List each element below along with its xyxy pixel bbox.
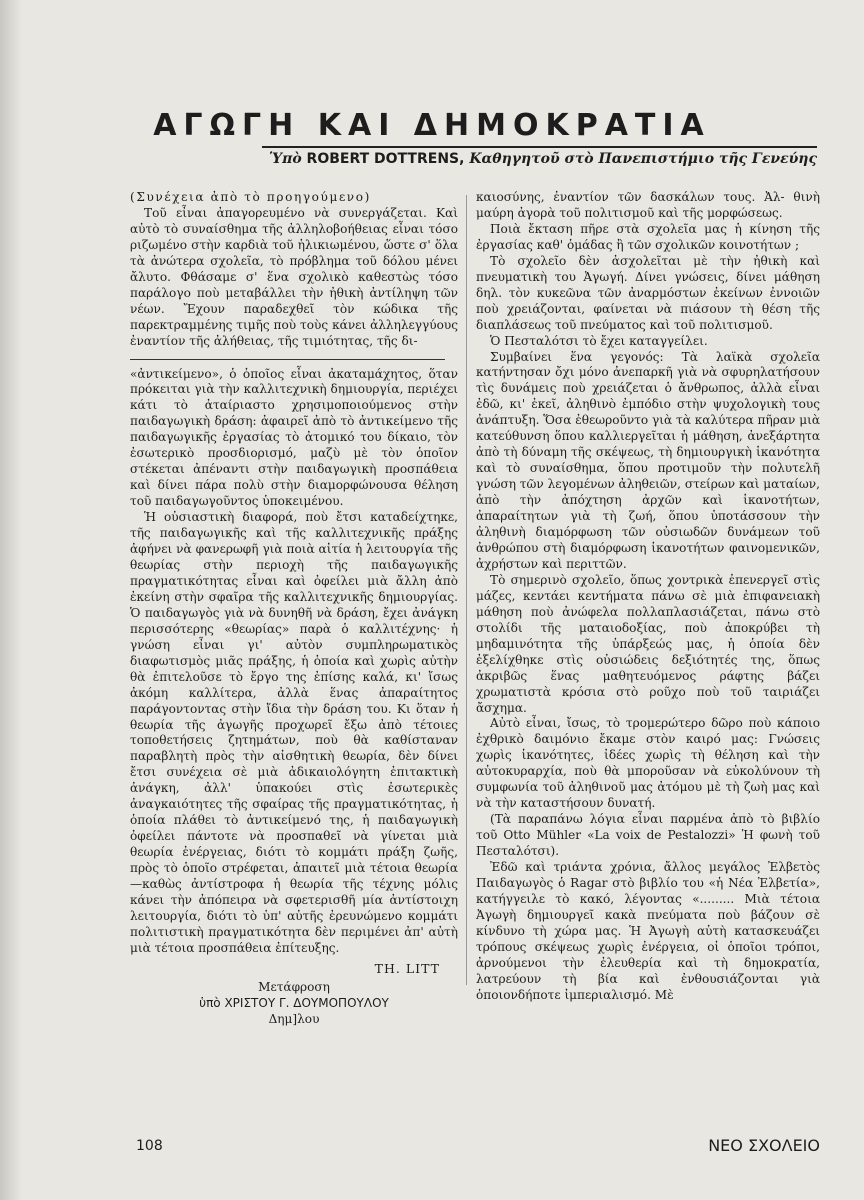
journal-name: ΝΕΟ ΣΧΟΛΕΙΟ (708, 1136, 820, 1155)
author-signature: ΤΗ. LITT (374, 960, 440, 976)
byline-author: ROBERT DOTTRENS, (306, 151, 465, 167)
column-divider (466, 195, 467, 985)
paragraph: Τὸ σχολεῖο δὲν ἀσχολεῖται μὲ τὴν ἠθικὴ καὶ πνευματικὴ του Ἀγωγή. Δίνει γνώσεις, δίνει μάθηση δηλ. τὸν κυκεῶνα τῶν ἀναρμόστων ἐκείνων ἐννοιῶν ποὺ χρειάζονται, φαίνεται νὰ πιάσουν τὴ θέση τῆς διαπλάσεως τοῦ πνεύματος καὶ τοῦ πολιτισμοῦ. (476, 253, 820, 332)
right-column (476, 190, 820, 1004)
paragraph: Αὐτὸ εἶναι, ἴσως, τὸ τρομερώτερο δῶρο ποὺ κάποιο ἐχθρικὸ δαιμόνιο ἔκαμε στὸν καιρό μας: Γνώσεις χωρὶς ἱκανότητες, ἰδέες χωρὶς τὴ θέληση καὶ τὴν αὐτοκυραρχία, ποὺ θὰ μποροῦσαν νὰ εὐκολύνουν τὴ συμφωνία τοῦ ἀληθινοῦ μας ἀτόμου μὲ τὴ ζωὴ μας καὶ νὰ τὴν καταστήσουν δυνατή. (476, 716, 820, 811)
translator-name: ὑπὸ ΧΡΙΣΤΟΥ Γ. ΔΟΥΜΟΠΟΥΛΟΥ (199, 995, 389, 1010)
paragraph: Ἐδῶ καὶ τριάντα χρόνια, ἄλλος μεγάλος Ἐλβετὸς Παιδαγωγὸς ὁ Ragar στὸ βιβλίο του «ἡ Νέα Ἐλβετία», κατήγγειλε τὸ κακό, λέγοντας «......... Μιὰ τέτοια Ἀγωγὴ δημιουργεῖ κακὰ πνεύματα ποὺ βάζουν σὲ κίνδυνο τὴ χώρα μας. Ἡ Ἀγωγὴ αὐτὴ κατασκευάζει τρόπους σκέψεως χωρὶς ἐνέργεια, οἱ ὁποῖοι τρόποι, ἀρνούμενοι τὴν ἐλευθερία καὶ τὴ δημοκρατία, λατρεύουν τὴ βία καὶ ἐνθουσιάζονται γιὰ ὁποιονδήποτε ἰμπεριαλισμό. Μὲ (476, 860, 820, 1002)
translation-label: Μετάφροση (258, 979, 330, 994)
paragraph: Τοῦ εἶναι ἀπαγορευμένο νὰ συνεργάζεται. Καὶ αὐτὸ τὸ συναίσθημα τῆς ἀλληλοβοήθειας εἶναι τόσο ριζωμένο στὴν καρδιὰ τοῦ ἡλικιωμένου, ὥστε σ' ὅλα τὰ ἀνώτερα σχολεῖα, τὸ πρόβλημα τοῦ δόλου μένει ἄλυτο. Φθάσαμε σ' ἕνα σχολικὸ καθεστὼς τόσο παράλογο ποὺ μεταβάλλει τὴν ἠθικὴ ἀντίληψη τῶν νέων. Ἔχουν παραδεχθεῖ τὸν κώδικα τῆς παρεκτραμμένης τιμῆς ποὺ τοὺς κάνει ἀλληλεγγύους ἐναντίον τῆς ἀλήθειας, τῆς τιμιότητας, τῆς δι- (130, 205, 458, 348)
translation-credit (130, 979, 458, 1027)
paragraph: καιοσύνης, ἐναντίον τῶν δασκάλων τους. Ἀλ- θινὴ μαύρη ἀγορὰ τοῦ πολιτισμοῦ καὶ τῆς μορφώσεως. (476, 190, 820, 220)
page-gutter-shadow (0, 0, 22, 1200)
paragraph: (Τὰ παραπάνω λόγια εἶναι παρμένα ἀπὸ τὸ βιβλίο τοῦ Otto Mühler «La voix de Pestalozzi» Ἡ φωνὴ τοῦ Πεσταλότσι). (476, 812, 820, 859)
paragraph: Τὸ σημερινὸ σχολεῖο, ὅπως χοντρικὰ ἐπενεργεῖ στὶς μάζες, κεντάει κεντήματα πάνω σὲ μιὰ ἐπιφανειακὴ μάθηση ποὺ ἀνώφελα πολλαπλασιάζεται, πάνω στὸ στολίδι τῆς ματαιοδοξίας, ποὺ ἀποκρύβει τὴ μηδαμινότητα τῆς ὑπάρξεώς μας, ἡ ὁποία δὲν ἐξελίχθηκε στὶς οὐσιώδεις δεξιότητές της, ὅπως ἀκριβῶς ἕνας μαθητευόμενος ράφτης βάζει χρωματιστὰ κρόσια στὸ ροῦχο ποὺ τοῦ ταιριάζει ἄσχημα. (476, 572, 820, 715)
article-title: ΑΓΩΓΗ ΚΑΙ ΔΗΜΟΚΡΑΤΙΑ (153, 108, 711, 144)
byline-prefix: Ὑπὸ (269, 151, 302, 167)
left-column (130, 190, 458, 1027)
section-divider (130, 359, 445, 360)
continuation-note: (Συνέχεια ἀπὸ τὸ προηγούμενο) (130, 190, 371, 204)
translator-title: Δημ]λου (268, 1011, 320, 1026)
paragraph: Ἡ οὐσιαστικὴ διαφορά, ποὺ ἔτσι καταδείχτηκε, τῆς παιδαγωγικῆς καὶ τῆς καλλιτεχνικῆς πράξης ἀφήνει νὰ φανερωφῆ γιὰ ποιὰ αἰτία ἡ λειτουργία τῆς θεωρίας στὴν περιοχὴ τῆς παιδαγωγικῆς πραγματικότητας εἶναι καὶ ὀφείλει μιὰ ἄλλη ἀπὸ ἐκείνη στὴν σφαῖρα τῆς καλλιτεχνικῆς δημιουργίας. Ὁ παιδαγωγὸς γιὰ νὰ δυνηθῆ νὰ δράση, ἔχει ἀνάγκη περισσότερης «θεωρίας» παρὰ ὁ καλλιτέχνης· ἡ γνώση εἶναι γι' αὐτὸν συμπληρωματικὸς διαφωτισμὸς μιᾶς πράξης, ἡ ὁποία καὶ χωρὶς αὐτὴν θὰ ἐπιτελοῦσε τὸ ἔργο της ἐπίσης καλά, κι' ἴσως ἀκόμη καλλίτερα, ἀλλὰ ἕνας ἀπαραίτητος παράγοντοντας στὴν ἴδια τὴν δράση του. Κι ὅταν ἡ θεωρία τῆς ἀγωγῆς προχωρεῖ ἔξω ἀπὸ τέτοιες τοποθετήσεις ζητημάτων, ποὺ θὰ καθίσταναν παραβλητὴ πρὸς τὴν αἰσθητικὴ θεωρία, δὲν δίνει ἔτσι συνέχεια σὲ μιὰ ἀδικαιολόγητη ἐπιτακτικὴ ἀνάγκη, ἀλλ' ὑπακούει στὶς ἐσωτερικὲς ἀναγκαιότητες τῆς σφαίρας τῆς πραγματικότητας, ἡ ὁποία πλάθει τὸ ἀντικείμενό της, ἡ παιδαγωγικὴ ὀφείλει πάντοτε νὰ προσπαθεῖ νὰ γίνεται μιὰ θεωρία ἐνέργειας, διότι τὸ κομμάτι πράξη ζωῆς, πρὸς τὸ ὁποῖο στρέφεται, ἀπαιτεῖ μιὰ τέτοια θεωρία —καθὼς ἀντίστροφα ἡ θεωρία τῆς τέχνης μόλις κάνει τὴν ἀπόπειρα νὰ σφετερισθῆ μία ἀντίστοιχη λειτουργία, διότι τὸ ὑπ' αὐτῆς ἐρευνώμενο κομμάτι πολιτιστικὴ πραγματικότητα δὲν περιμένει ἀπ' αὐτὴ μιὰ τέτοια προσπάθεια ἐπίτευξης. (130, 510, 458, 955)
byline-affiliation: Καθηγητοῦ στὸ Πανεπιστήμιο τῆς Γενεύης (469, 151, 817, 167)
paragraph: «ἀντικείμενο», ὁ ὁποῖος εἶναι ἀκαταμάχητος, ὅταν πρόκειται γιὰ τὴν καλλιτεχνικὴ δημιουργία, περιέχει κάτι τὸ ἀταίριαστο χρησιμοποιούμενος στὴν παιδαγωγικὴ δράση: ἀφαιρεῖ ἀπὸ τὸ ἀντικείμενο τῆς παιδαγωγικῆς ἐργασίας τὸ ἀτομικό του δίκαιο, τὸν ἐσωτερικὸ προσδιορισμό, μαζὺ μὲ τὸν ὁποῖον στέκεται ἀπέναντι στὴν παιδαγωγικὴ προσπάθεια καὶ δίνει πάρα πολὺ στὴν διαμορφώνουσα θέληση τοῦ παιδαγωγοῦντος ὑποκειμένου. (130, 366, 458, 509)
paragraph: Ποιὰ ἔκταση πῆρε στὰ σχολεῖα μας ἡ κίνηση τῆς ἐργασίας καθ' ὁμάδας ἢ τῶν σχολικῶν κοινοτήτων ; (476, 221, 820, 252)
paragraph: Συμβαίνει ἕνα γεγονός: Τὰ λαϊκὰ σχολεῖα κατήντησαν ὄχι μόνο ἀνεπαρκῆ γιὰ νὰ σφυρηλατήσουν τὶς δυνάμεις ποὺ χρειάζεται ὁ ἄνθρωπος, ἀλλὰ εἶναι ἐδῶ, κι' ἐκεῖ, ἀληθινὸ ἐμπόδιο στὴν ψυχολογικὴ τους ἀνάπτυξη. Ὅσα ἐθεωροῦντο γιὰ τὰ καλύτερα πῆραν μιὰ κατεύθυνση ὅπου καλλιεργεῖται ἡ μάθηση, ἀνεξάρτητα ἀπὸ τὴ δύναμη τῆς σκέψεως, τὴ δημιουργικὴ ἱκανότητα καὶ τὸ συναίσθημα, ὅπου προτιμοῦν τὴν πολυτελῆ γνώση τῶν λεγομένων ἀληθειῶν, στείρων καὶ ματαίων, ἀπὸ τὴν ἀπόχτηση ἀρχῶν καὶ ἱκανοτήτων, ἀπαραίτητων γιὰ τὴ ζωή, ὅπου ὑποτάσσουν τὴν ἀληθινὴ διαμόρφωση τῶν οὐσιωδῶν δυνάμεων τοῦ ἀνθρώπου στὴ διαμόρφωση ἱκανοτήτων φαινομενικῶν, ἀχρήστων καὶ περιττῶν. (476, 349, 820, 571)
byline (262, 146, 817, 167)
paragraph: Ὁ Πεσταλότσι τὸ ἔχει καταγγείλει. (490, 333, 708, 348)
page-number: 108 (136, 1138, 163, 1154)
